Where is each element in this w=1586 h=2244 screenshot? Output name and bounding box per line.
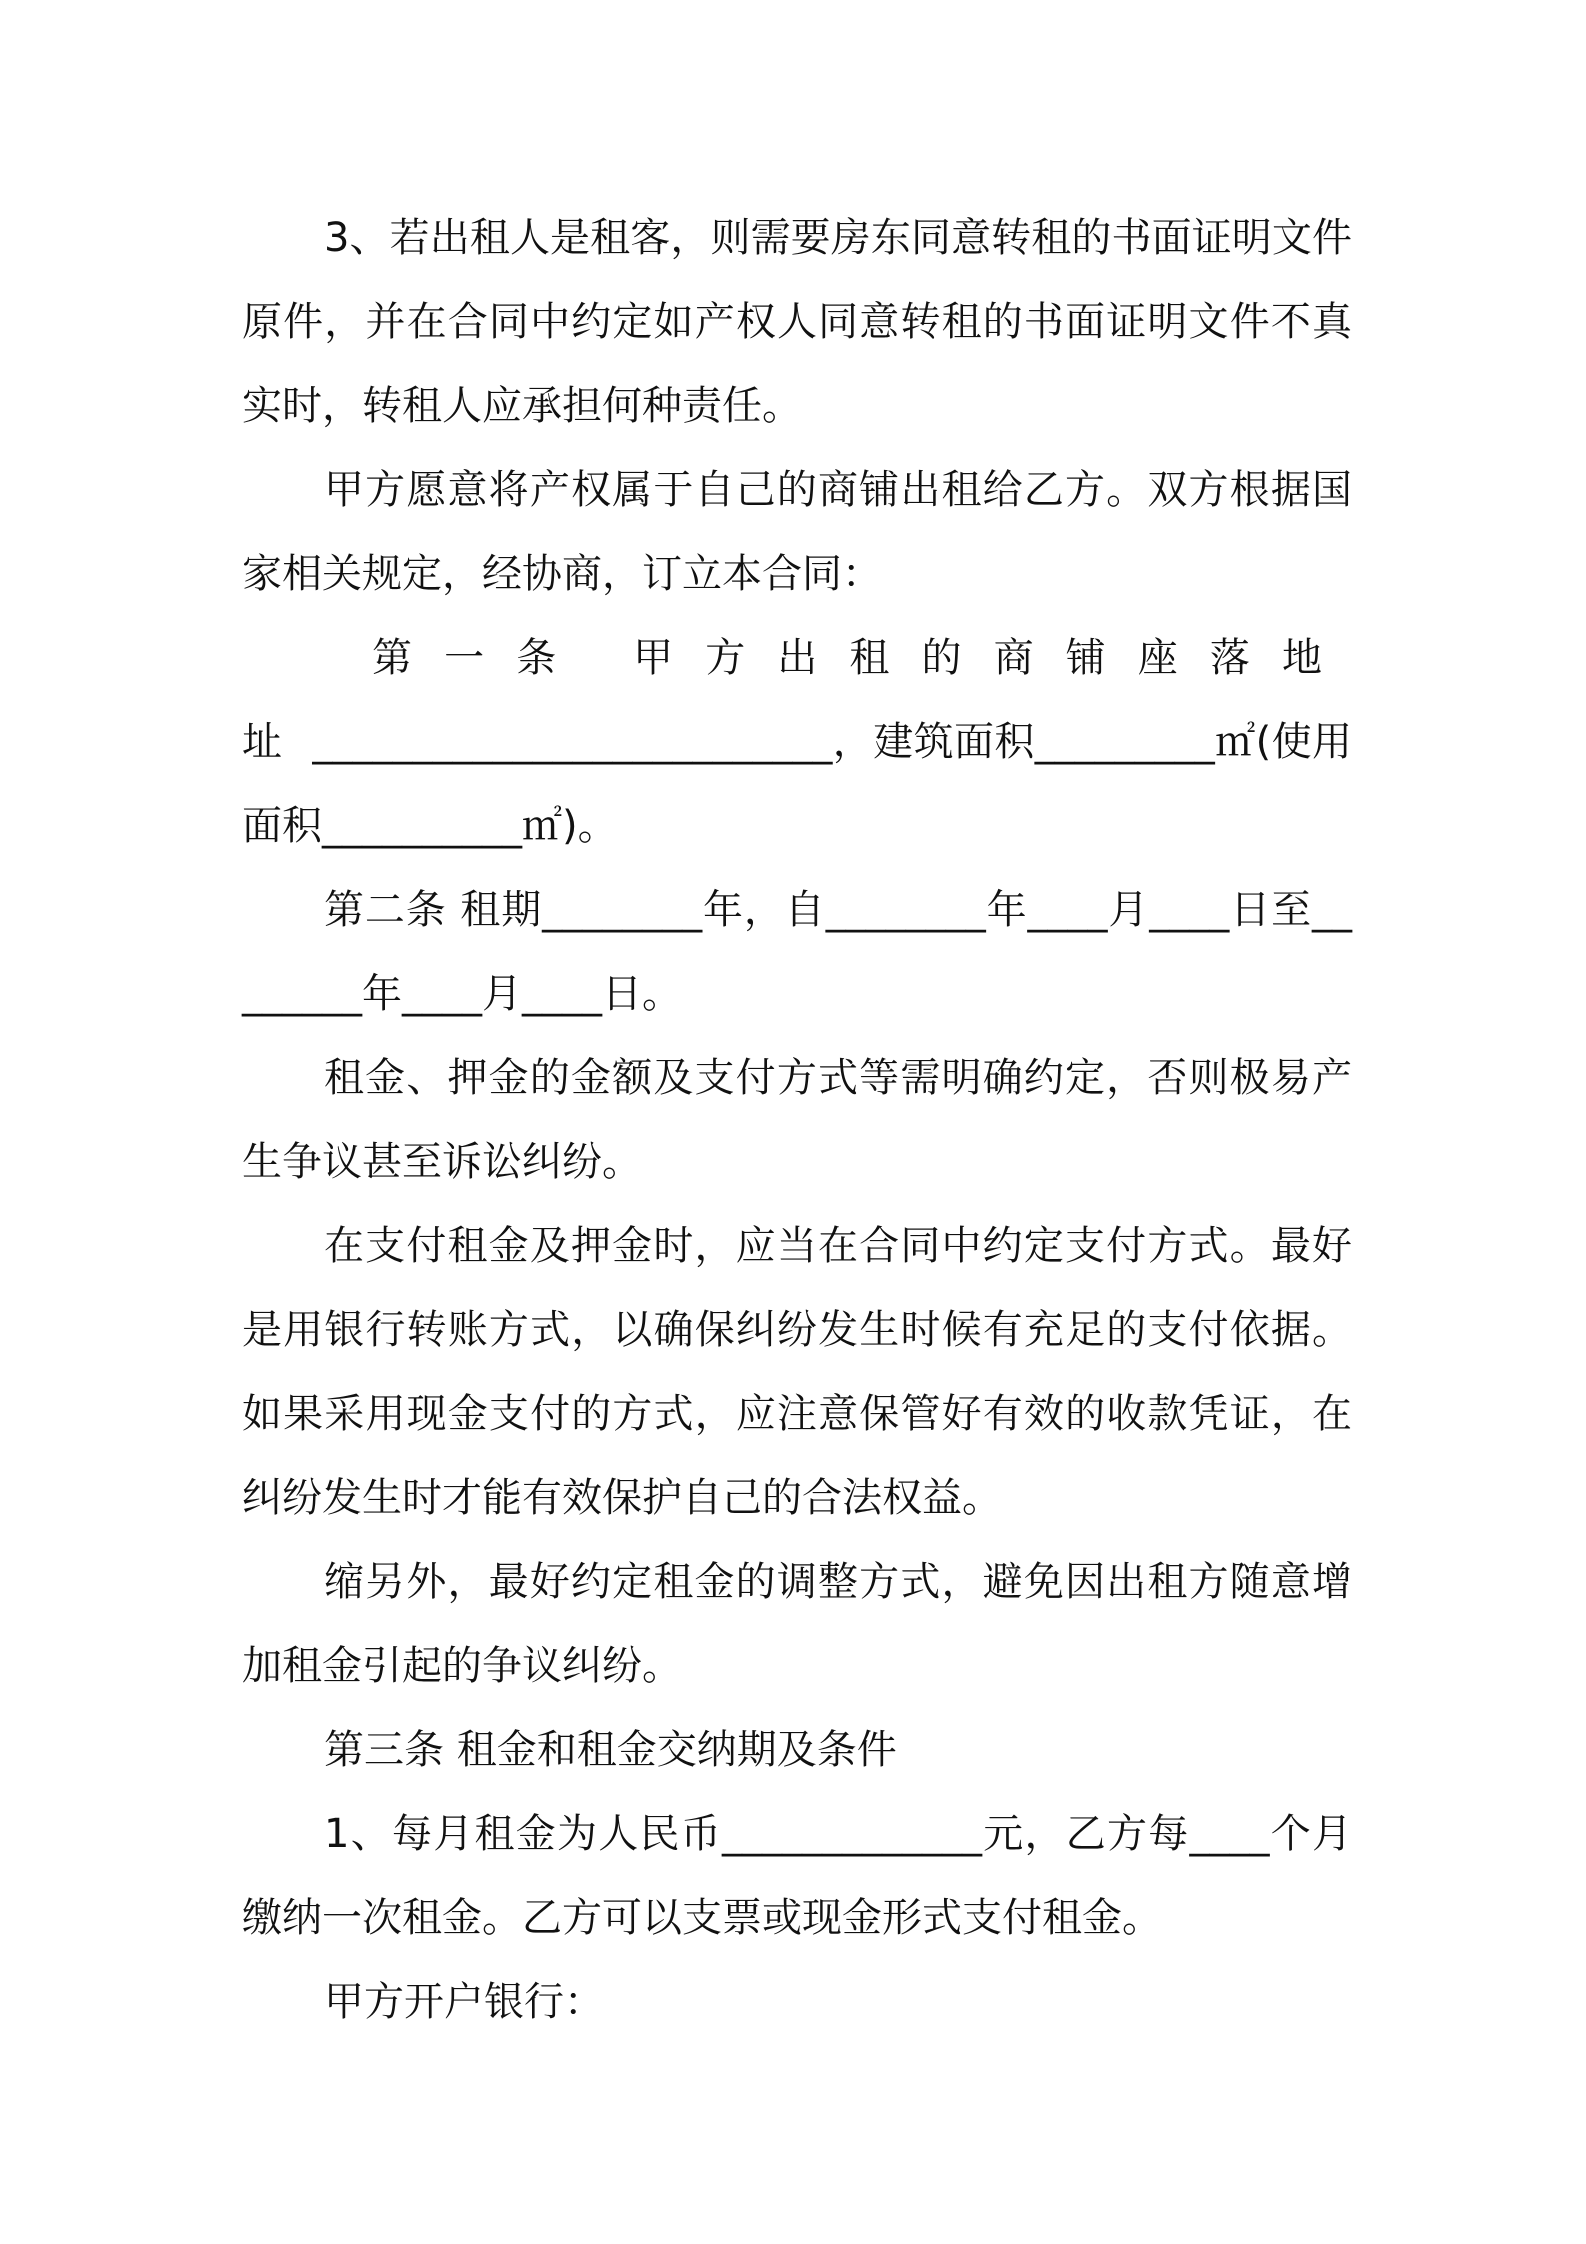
article-1-heading: 第一条 甲方出租的商铺座落地址 <box>242 635 1352 765</box>
paragraph-article-1 <box>242 616 1352 868</box>
paragraph-lessor-bank: 甲方开户银行： <box>324 1979 604 2025</box>
article-1-address-area: __________________________，建筑面积_________㎡(使用面积__________㎡)。 <box>242 719 1353 849</box>
paragraph-article-3-heading: 第三条 租金和租金交纳期及条件 <box>324 1727 897 1773</box>
paragraph-payment-method-note: 在支付租金及押金时，应当在合同中约定支付方式。最好是用银行转账方式，以确保纠纷发生时候有充足的支付依据。如果采用现金支付的方式，应注意保管好有效的收款凭证，在纠纷发生时才能有效保护自己的合法权益。 <box>242 1223 1352 1521</box>
paragraph-rent-adjustment-note: 缩另外，最好约定租金的调整方式，避免因出租方随意增加租金引起的争议纠纷。 <box>242 1559 1352 1689</box>
paragraph-article-2-term: 第二条 租期________年，自________年____月____日至________年____月____日。 <box>242 887 1352 1017</box>
paragraph-rent-deposit-note: 租金、押金的金额及支付方式等需明确约定，否则极易产生争议甚至诉讼纠纷。 <box>242 1055 1352 1185</box>
paragraph-preamble: 甲方愿意将产权属于自己的商铺出租给乙方。双方根据国家相关规定，经协商，订立本合同： <box>242 467 1352 597</box>
paragraph-sublet-clause: 3、若出租人是租客，则需要房东同意转租的书面证明文件原件，并在合同中约定如产权人同意转租的书面证明文件不真实时，转租人应承担何种责任。 <box>242 215 1352 429</box>
paragraph-monthly-rent: 1、每月租金为人民币_____________元，乙方每____个月缴纳一次租金。乙方可以支票或现金形式支付租金。 <box>242 1811 1352 1941</box>
document-body <box>242 196 1352 2044</box>
